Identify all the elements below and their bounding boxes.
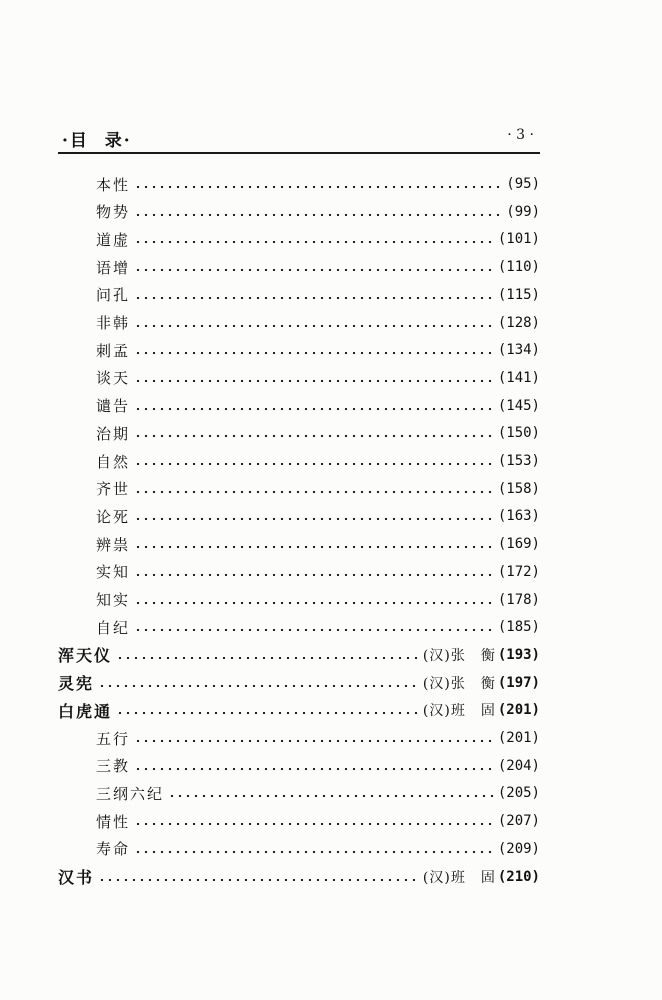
toc-entry-page: (99) xyxy=(506,203,540,220)
dot-leader xyxy=(134,380,494,382)
toc-entry-main[interactable] xyxy=(58,863,540,891)
toc-entry-title: 灵宪 xyxy=(58,674,95,694)
toc-entry-sub[interactable] xyxy=(96,835,540,863)
dot-leader xyxy=(134,602,494,604)
page-number: · 3 · xyxy=(507,127,534,143)
dot-leader xyxy=(116,712,419,714)
toc-entry-author: (汉)班 固 xyxy=(422,869,496,886)
toc-entry-title: 物势 xyxy=(96,203,131,222)
toc-entry-sub[interactable] xyxy=(96,392,540,420)
toc-entry-title: 治期 xyxy=(96,424,131,443)
toc-entry-page: (145) xyxy=(497,397,540,414)
toc-entry-page: (207) xyxy=(497,813,540,830)
toc-entry-title: 浑天仪 xyxy=(58,646,113,666)
dot-leader xyxy=(134,186,502,188)
dot-leader xyxy=(134,740,494,742)
toc-entry-title: 刺孟 xyxy=(96,341,131,360)
toc-entry-main[interactable] xyxy=(58,669,540,697)
dot-leader xyxy=(98,685,419,687)
toc-entry-page: (193) xyxy=(497,646,540,663)
toc-entry-title: 五行 xyxy=(96,729,131,748)
toc-entry-page: (163) xyxy=(497,508,540,525)
toc-entry-sub[interactable] xyxy=(96,419,540,447)
dot-leader xyxy=(134,325,494,327)
dot-leader xyxy=(134,463,494,465)
toc-entry-page: (150) xyxy=(497,425,540,442)
dot-leader xyxy=(134,851,494,853)
toc-entry-sub[interactable] xyxy=(96,281,540,309)
toc-entry-author: (汉)张 衡 xyxy=(422,675,496,692)
toc-entry-page: (178) xyxy=(497,591,540,608)
toc-entry-title: 辨祟 xyxy=(96,535,131,554)
toc-entry-sub[interactable] xyxy=(96,586,540,614)
dot-leader xyxy=(134,768,494,770)
toc-entry-title: 非韩 xyxy=(96,314,131,332)
toc-entry-page: (210) xyxy=(497,868,540,885)
dot-leader xyxy=(134,297,494,299)
toc-entry-page: (153) xyxy=(497,453,540,469)
page-title: ·目 录· xyxy=(62,131,132,151)
toc-entry-title: 自然 xyxy=(96,452,131,471)
toc-entry-page: (169) xyxy=(497,536,540,553)
toc-entry-page: (95) xyxy=(506,176,540,192)
dot-leader xyxy=(134,574,494,576)
toc-entry-sub[interactable] xyxy=(96,475,540,503)
toc-entry-sub[interactable] xyxy=(96,807,540,835)
toc-entry-title: 知实 xyxy=(96,591,131,609)
dot-leader xyxy=(116,657,419,659)
toc-entry-sub[interactable] xyxy=(96,530,540,558)
toc-entry-page: (201) xyxy=(497,730,540,746)
toc-entry-title: 寿命 xyxy=(96,840,131,859)
toc-entry-title: 论死 xyxy=(96,507,131,526)
toc-entry-sub[interactable] xyxy=(96,309,540,337)
dot-leader xyxy=(134,629,494,631)
toc-entry-page: (185) xyxy=(497,619,540,636)
toc-entry-sub[interactable] xyxy=(96,447,540,475)
toc-entry-main[interactable] xyxy=(58,641,540,669)
toc-entry-sub[interactable] xyxy=(96,225,540,253)
toc-entry-title: 道虚 xyxy=(96,230,131,249)
toc-entry-page: (115) xyxy=(497,286,540,303)
dot-leader xyxy=(134,491,494,493)
toc-entry-title: 实知 xyxy=(96,563,131,582)
dot-leader xyxy=(134,352,494,354)
toc-entry-title: 白虎通 xyxy=(58,701,113,721)
page-header xyxy=(58,124,540,152)
toc-entry-page: (201) xyxy=(497,702,540,719)
toc-entry-page: (158) xyxy=(497,480,540,497)
dot-leader xyxy=(134,269,494,271)
toc-entry-sub[interactable] xyxy=(96,752,540,780)
toc-entry-author: (汉)张 衡 xyxy=(422,647,496,664)
dot-leader xyxy=(134,546,494,548)
toc-entry-sub[interactable] xyxy=(96,198,540,226)
toc-entry-sub[interactable] xyxy=(96,779,540,807)
dot-leader xyxy=(134,823,494,825)
toc-entry-page: (110) xyxy=(497,259,540,276)
toc-entry-title: 问孔 xyxy=(96,286,131,305)
toc-entry-page: (141) xyxy=(497,369,540,386)
toc-entry-sub[interactable] xyxy=(96,613,540,641)
toc-entry-main[interactable] xyxy=(58,696,540,724)
toc-entry-sub[interactable] xyxy=(96,724,540,752)
dot-leader xyxy=(134,241,494,243)
toc-entry-title: 情性 xyxy=(96,812,131,831)
toc-entry-title: 三纲六纪 xyxy=(96,784,165,803)
toc-entry-sub[interactable] xyxy=(96,336,540,364)
toc-entry-page: (197) xyxy=(497,674,540,691)
toc-entry-sub[interactable] xyxy=(96,558,540,586)
toc-entry-page: (101) xyxy=(497,231,540,248)
toc-entry-sub[interactable] xyxy=(96,502,540,530)
toc-entry-title: 语增 xyxy=(96,258,131,277)
toc-entry-sub[interactable] xyxy=(96,170,540,198)
toc-entry-title: 谈天 xyxy=(96,369,131,388)
dot-leader xyxy=(134,435,494,437)
toc-entry-title: 自纪 xyxy=(96,618,131,637)
toc-entry-title: 谴告 xyxy=(96,397,131,416)
toc-entry-page: (134) xyxy=(497,342,540,359)
dot-leader xyxy=(134,214,502,216)
dot-leader xyxy=(134,518,494,520)
dot-leader xyxy=(134,408,494,410)
toc-entry-page: (172) xyxy=(497,563,540,580)
toc-entry-page: (128) xyxy=(497,314,540,331)
toc-entry-title: 本性 xyxy=(96,175,131,194)
toc-entry-page: (209) xyxy=(497,840,540,857)
dot-leader xyxy=(98,879,419,881)
toc-entry-title: 汉书 xyxy=(58,868,95,887)
header-divider xyxy=(58,152,540,154)
toc-entry-page: (204) xyxy=(497,757,540,774)
toc-entry-page: (205) xyxy=(497,785,540,802)
toc-entry-sub[interactable] xyxy=(96,253,540,281)
toc-entry-title: 齐世 xyxy=(96,480,131,499)
dot-leader xyxy=(168,795,494,797)
toc-entry-title: 三教 xyxy=(96,757,131,776)
toc-entry-sub[interactable] xyxy=(96,364,540,392)
toc-entry-author: (汉)班 固 xyxy=(422,703,496,720)
